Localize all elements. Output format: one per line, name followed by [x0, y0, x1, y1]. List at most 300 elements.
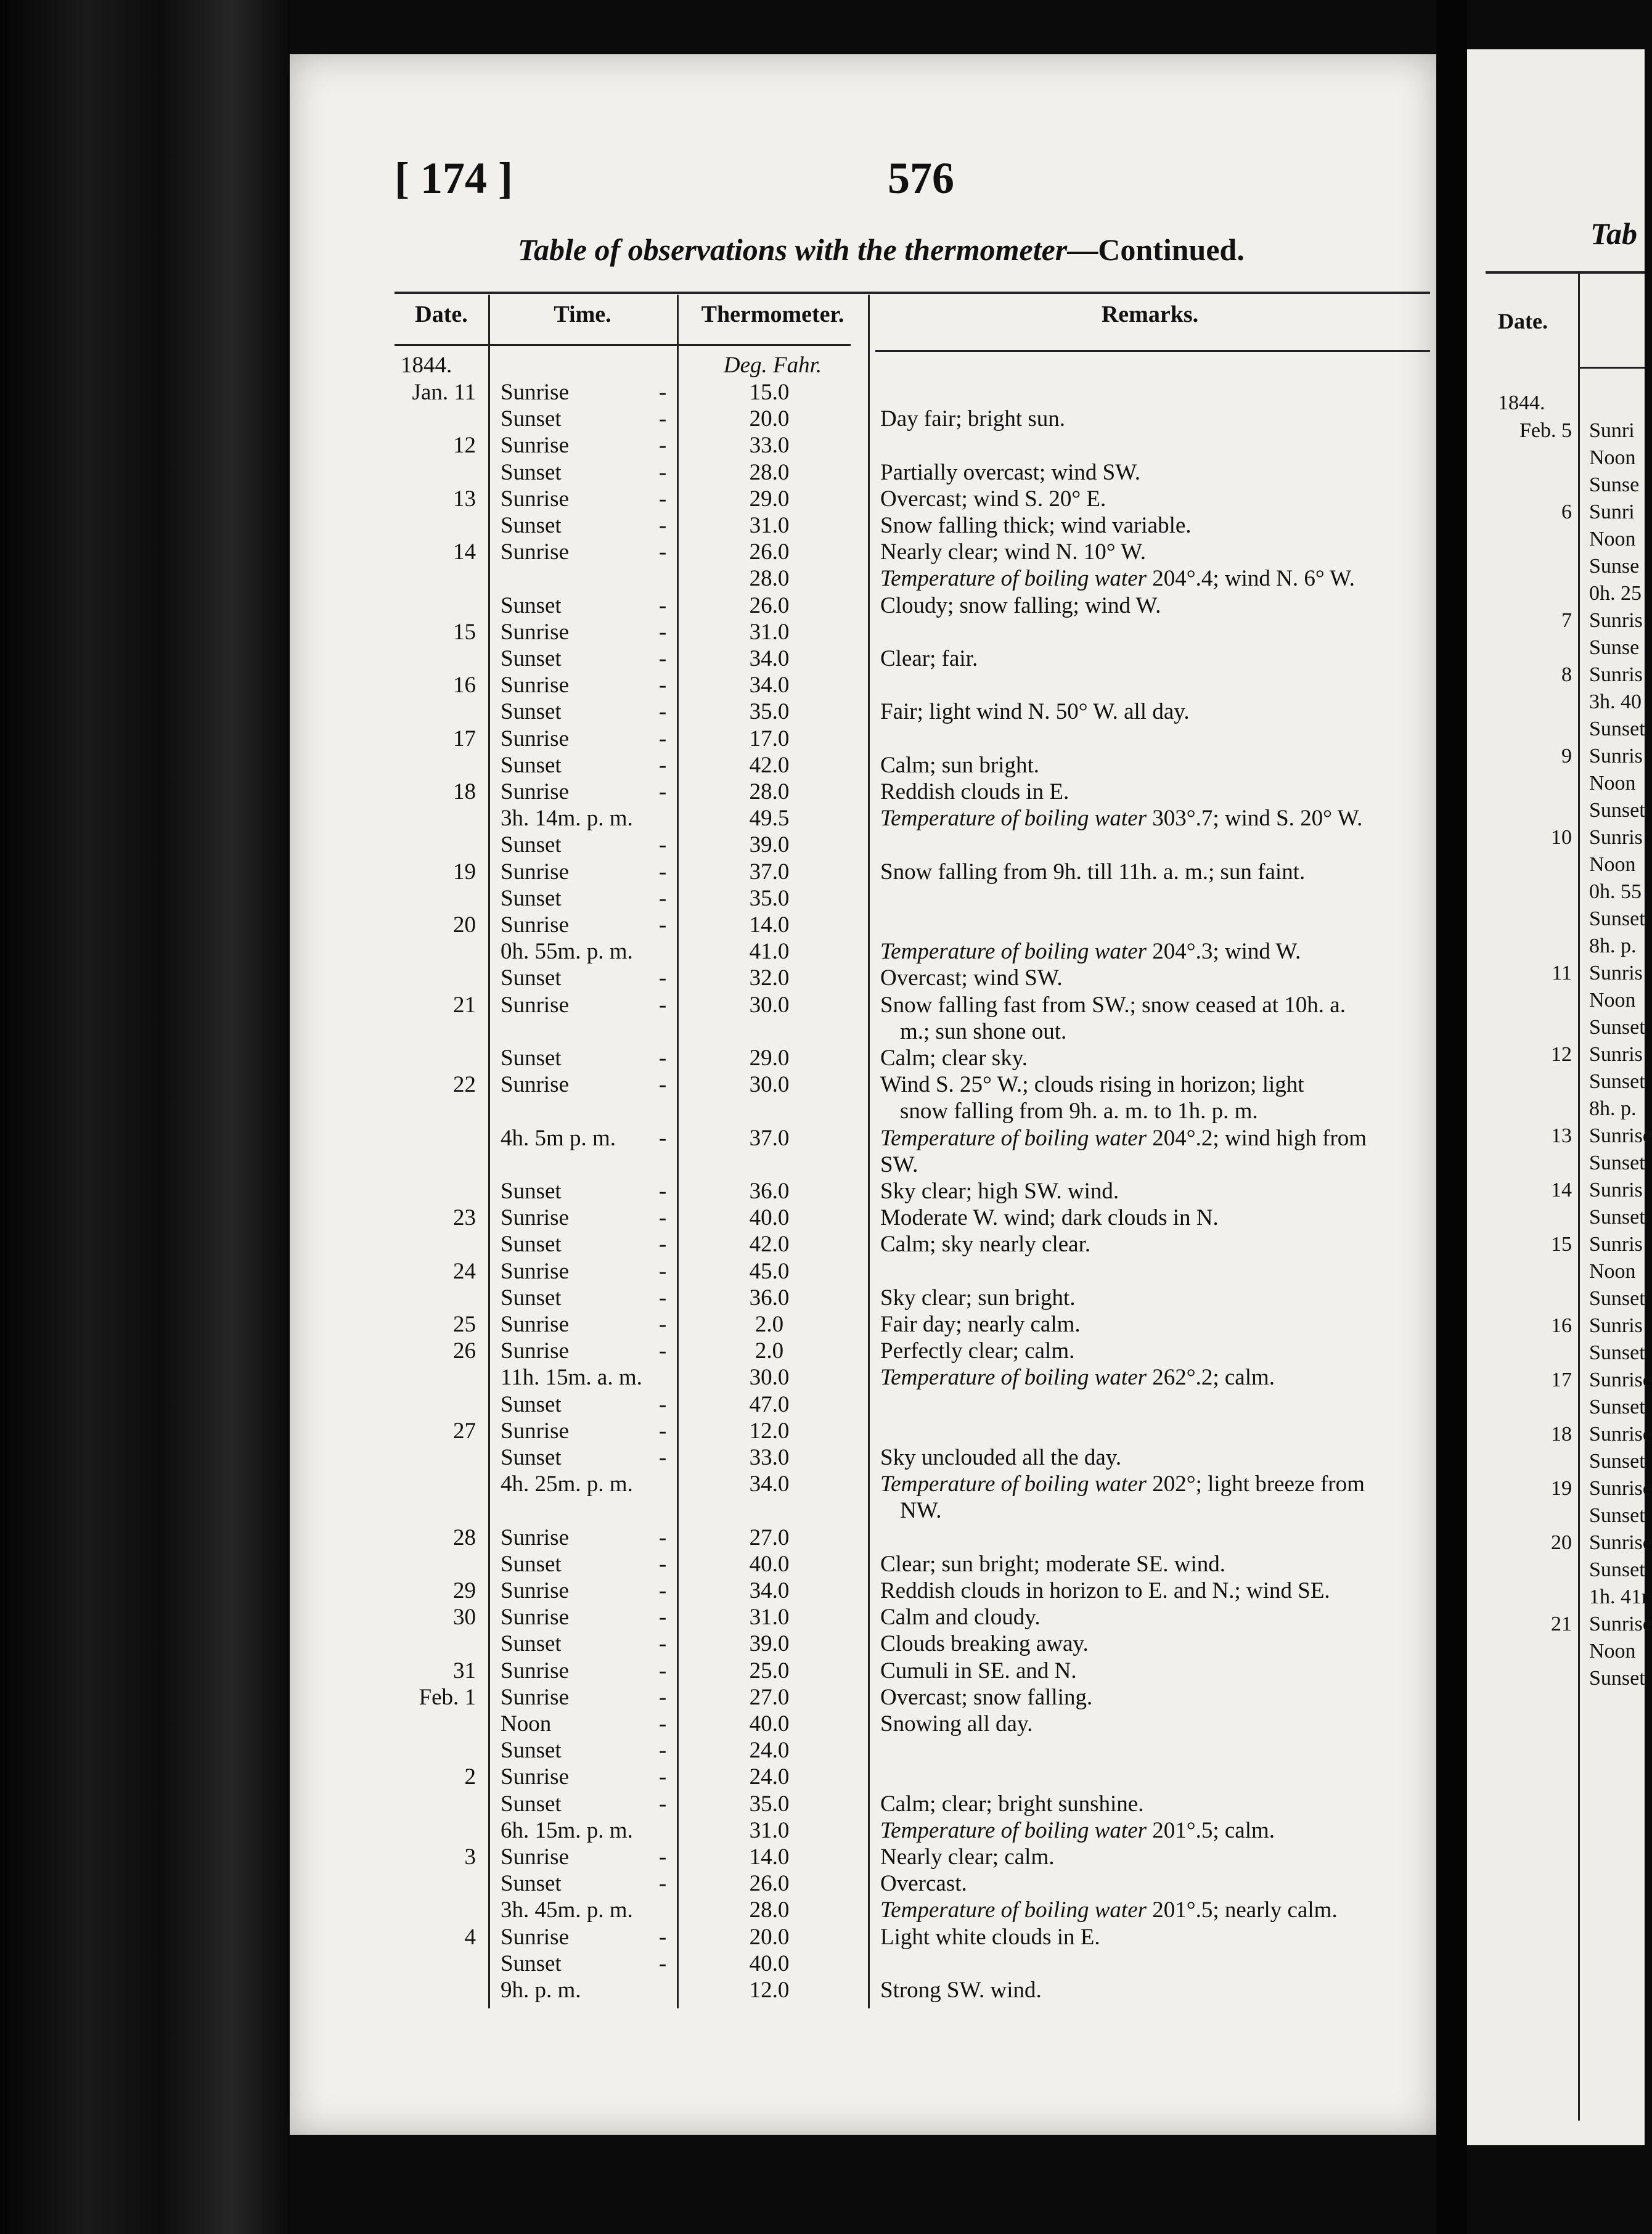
facing-time-cell: Sunset	[1589, 1667, 1645, 1690]
date-cell: 17	[453, 726, 476, 751]
remark-text: Snowing all day.	[880, 1711, 1033, 1737]
date-cell: 4	[464, 1924, 476, 1950]
time-cell: 11h. 15m. a. m.	[501, 1365, 642, 1391]
temperature-cell: 26.0	[749, 539, 790, 565]
remark-tail-text: 204°.3; wind W.	[1147, 939, 1301, 965]
temperature-cell: 30.0	[749, 1072, 790, 1098]
dash-cell: -	[658, 779, 667, 804]
remarks-cell	[880, 859, 1435, 885]
table-row	[0, 672, 1436, 698]
remarks-cell	[880, 592, 1435, 619]
remarks-cell	[880, 1338, 1435, 1364]
time-cell: Sunrise	[501, 1578, 569, 1603]
remark-italic-text: Temperature of boiling water	[880, 1897, 1147, 1923]
remarks-cell	[880, 1178, 1435, 1205]
dash-cell: -	[658, 1125, 667, 1151]
remark-text: Sky unclouded all the day.	[880, 1445, 1122, 1470]
time-cell: Sunrise	[501, 1605, 569, 1630]
facing-time-cell: Noon	[1589, 989, 1636, 1012]
facing-date-cell: 11	[1552, 962, 1572, 984]
table-row	[0, 1630, 1436, 1657]
dash-cell: -	[658, 539, 667, 565]
table-row	[0, 1045, 1436, 1071]
time-cell: Sunset	[501, 699, 562, 725]
table-row	[0, 459, 1436, 486]
remark-text: Perfectly clear; calm.	[880, 1338, 1075, 1364]
table-row	[0, 1098, 1436, 1124]
table-row	[0, 1311, 1436, 1338]
remarks-cell	[880, 1551, 1435, 1577]
remark-tail-text: 204°.4; wind N. 6° W.	[1147, 566, 1355, 592]
remark-text: Fair day; nearly calm.	[880, 1312, 1081, 1337]
remarks-cell	[880, 1658, 1435, 1684]
time-cell: Sunset	[501, 885, 562, 911]
table-row	[0, 752, 1436, 779]
dash-cell: -	[658, 1844, 667, 1870]
facing-date-cell: 17	[1551, 1369, 1572, 1391]
time-cell: Sunset	[501, 406, 562, 432]
facing-time-cell: Sunris	[1589, 1179, 1643, 1201]
date-cell: 29	[453, 1578, 476, 1603]
time-cell: Sunset	[501, 1179, 562, 1204]
table-row	[0, 779, 1436, 805]
temperature-cell: 39.0	[749, 1631, 790, 1657]
remarks-cell	[880, 1364, 1435, 1391]
time-cell: 3h. 14m. p. m.	[501, 806, 633, 832]
facing-date-cell: 14	[1551, 1179, 1572, 1201]
time-cell: 0h. 55m. p. m.	[501, 939, 633, 965]
facing-date-cell: Feb. 5	[1519, 419, 1572, 442]
dash-cell: -	[658, 673, 667, 698]
facing-time-cell: Sunrise	[1589, 1423, 1652, 1446]
date-cell: Feb. 1	[419, 1684, 476, 1710]
facing-page-date-header: Date.	[1498, 309, 1548, 333]
remarks-cell	[880, 1577, 1435, 1604]
facing-time-cell: Sunset	[1589, 1016, 1645, 1039]
time-cell: Sunset	[501, 832, 562, 858]
remarks-cell	[880, 965, 1435, 991]
facing-time-cell: Sunris	[1589, 1233, 1643, 1256]
dash-cell: -	[658, 433, 667, 459]
table-row	[0, 1497, 1436, 1524]
time-cell: Sunrise	[501, 992, 569, 1018]
facing-time-cell: Noon	[1589, 772, 1636, 795]
temperature-cell: 29.0	[749, 1045, 790, 1071]
dash-cell: -	[658, 992, 667, 1018]
time-cell: Sunrise	[501, 859, 569, 885]
dash-cell: -	[658, 459, 667, 485]
time-cell: 9h. p. m.	[501, 1978, 581, 2003]
facing-time-cell: Noon	[1589, 1260, 1636, 1283]
table-row	[0, 1071, 1436, 1098]
dash-cell: -	[658, 1045, 667, 1071]
facing-page	[1467, 49, 1652, 2145]
temperature-cell: 14.0	[749, 1844, 790, 1870]
temperature-cell: 47.0	[749, 1391, 790, 1417]
facing-time-cell: Sunset	[1589, 1070, 1645, 1093]
temperature-cell: 40.0	[749, 1711, 790, 1737]
time-cell: Sunrise	[501, 1205, 569, 1231]
facing-time-cell: Sunse	[1589, 636, 1640, 659]
date-cell: 15	[453, 619, 476, 645]
time-cell: Sunset	[501, 1950, 562, 1976]
time-cell: Sunrise	[501, 619, 569, 645]
column-header-remarks: Remarks.	[1101, 301, 1199, 327]
facing-time-cell: Sunrise	[1589, 1477, 1652, 1500]
remark-text: Clear; sun bright; moderate SE. wind.	[880, 1551, 1226, 1577]
time-cell: Sunrise	[501, 779, 569, 804]
remark-tail-text: 303°.7; wind S. 20° W.	[1147, 806, 1363, 832]
remarks-cell	[880, 1231, 1435, 1258]
temperature-cell: 40.0	[749, 1950, 790, 1976]
table-row	[0, 512, 1436, 539]
temperature-cell: 35.0	[749, 1791, 790, 1817]
temperature-cell: 28.0	[749, 566, 790, 592]
remark-text: Nearly clear; wind N. 10° W.	[880, 539, 1146, 565]
remarks-cell	[880, 1471, 1435, 1497]
time-cell: Sunset	[501, 965, 562, 991]
temperature-cell: 36.0	[749, 1285, 790, 1311]
remarks-cell	[880, 779, 1435, 805]
remark-text: Snow falling fast from SW.; snow ceased at 10h. a.	[880, 992, 1346, 1018]
table-row	[0, 698, 1436, 725]
column-header-date: Date.	[415, 301, 468, 327]
dash-cell: -	[658, 380, 667, 405]
temperature-cell: 34.0	[749, 646, 790, 671]
page-gutter	[1436, 0, 1467, 2234]
time-cell: Sunrise	[501, 1844, 569, 1870]
temperature-cell: 39.0	[749, 832, 790, 858]
remark-text: snow falling from 9h. a. m. to 1h. p. m.	[900, 1099, 1258, 1124]
table-row	[0, 406, 1436, 432]
facing-date-cell: 6	[1561, 501, 1572, 523]
remark-italic-text: Temperature of boiling water	[880, 1365, 1147, 1391]
remarks-cell	[880, 1897, 1435, 1923]
dash-cell: -	[658, 1312, 667, 1337]
remarks-cell	[880, 1711, 1435, 1737]
remark-text: Calm; sun bright.	[880, 752, 1039, 778]
time-cell: Sunrise	[501, 1072, 569, 1098]
remarks-cell	[880, 1285, 1435, 1311]
remark-text: Calm; clear sky.	[880, 1045, 1028, 1071]
facing-time-cell: Sunset	[1589, 907, 1645, 930]
facing-time-cell: 8h. p.	[1589, 935, 1637, 957]
table-row	[0, 1658, 1436, 1684]
dash-cell: -	[658, 1205, 667, 1231]
facing-date-cell: 18	[1551, 1423, 1572, 1446]
facing-page-top-rule	[1486, 271, 1645, 274]
table-row	[0, 432, 1436, 459]
dash-cell: -	[658, 1764, 667, 1790]
table-row	[0, 859, 1436, 885]
temperature-cell: 2.0	[754, 1338, 784, 1364]
remark-text: Snow falling from 9h. till 11h. a. m.; sun faint.	[880, 859, 1306, 885]
temperature-cell: 37.0	[749, 859, 790, 885]
time-cell: Noon	[501, 1711, 552, 1737]
table-row	[0, 1418, 1436, 1444]
dash-cell: -	[658, 513, 667, 538]
date-cell: 27	[453, 1418, 476, 1444]
remark-text: Snow falling thick; wind variable.	[880, 513, 1192, 538]
remarks-cell	[880, 1977, 1435, 2003]
time-cell: Sunset	[501, 752, 562, 778]
date-cell: 22	[453, 1072, 476, 1098]
column-header-thermometer: Thermometer.	[701, 301, 844, 327]
time-cell: Sunrise	[501, 539, 569, 565]
time-cell: Sunset	[501, 1738, 562, 1764]
facing-time-cell: Sunri	[1589, 501, 1635, 523]
date-cell: 2	[464, 1764, 476, 1790]
facing-time-cell: Sunris	[1589, 609, 1643, 632]
remark-text: Sky clear; high SW. wind.	[880, 1179, 1119, 1204]
remark-text: Calm; sky nearly clear.	[880, 1232, 1091, 1258]
remark-text: Day fair; bright sun.	[880, 406, 1066, 432]
table-row	[0, 726, 1436, 752]
facing-time-cell: 0h. 25	[1589, 582, 1642, 605]
dash-cell: -	[658, 1285, 667, 1311]
table-row	[0, 1205, 1436, 1231]
temperature-cell: 45.0	[749, 1258, 790, 1284]
dash-cell: -	[658, 486, 667, 512]
remarks-cell	[880, 459, 1435, 486]
dash-cell: -	[658, 1605, 667, 1630]
dash-cell: -	[658, 752, 667, 778]
temperature-cell: 33.0	[749, 1445, 790, 1470]
time-cell: Sunrise	[501, 1924, 569, 1950]
facing-time-cell: Sunset	[1589, 1341, 1645, 1364]
facing-time-cell: Sunset	[1589, 799, 1645, 822]
table-header-rule	[395, 344, 851, 346]
table-row	[0, 992, 1436, 1018]
table-row	[0, 1444, 1436, 1471]
dash-cell: -	[658, 1711, 667, 1737]
facing-date-cell: 12	[1551, 1043, 1572, 1066]
time-cell: Sunset	[501, 1391, 562, 1417]
facing-time-cell: Sunris	[1589, 826, 1643, 849]
page-number-bracketed: [ 174 ]	[395, 153, 513, 203]
remarks-cell	[900, 1497, 1455, 1524]
column-header-time: Time.	[554, 301, 611, 327]
date-cell: 16	[453, 673, 476, 698]
dash-cell: -	[658, 1179, 667, 1204]
table-row	[0, 1125, 1436, 1152]
facing-time-cell: Sunris	[1589, 1314, 1643, 1337]
temperature-cell: 35.0	[749, 699, 790, 725]
remark-text: NW.	[900, 1498, 942, 1524]
facing-page-title: Tab	[1590, 216, 1637, 251]
dash-cell: -	[658, 1391, 667, 1417]
dash-cell: -	[658, 859, 667, 885]
remark-text: Clouds breaking away.	[880, 1631, 1089, 1657]
table-row	[0, 619, 1436, 645]
table-row	[0, 1711, 1436, 1737]
remark-text: Overcast.	[880, 1871, 967, 1897]
date-cell: 20	[453, 912, 476, 938]
remark-text: Nearly clear; calm.	[880, 1844, 1055, 1870]
dash-cell: -	[658, 1578, 667, 1603]
temperature-cell: 34.0	[749, 673, 790, 698]
remarks-cell	[880, 1630, 1435, 1657]
date-cell: Jan. 11	[412, 380, 476, 405]
facing-date-cell: 21	[1551, 1613, 1572, 1635]
temperature-cell: 30.0	[749, 992, 790, 1018]
dash-cell: -	[658, 726, 667, 751]
remark-text: Reddish clouds in E.	[880, 779, 1069, 804]
time-cell: Sunset	[501, 646, 562, 671]
page-number: 576	[888, 153, 954, 203]
dash-cell: -	[658, 832, 667, 858]
remark-text: Cloudy; snow falling; wind W.	[880, 592, 1161, 618]
remarks-cell	[900, 1018, 1455, 1045]
remark-text: m.; sun shone out.	[900, 1018, 1067, 1044]
dash-cell: -	[658, 1738, 667, 1764]
remarks-cell	[880, 805, 1435, 832]
table-row	[0, 1258, 1436, 1285]
table-title-italic: Table of observations with the thermometer	[518, 232, 1068, 267]
temperature-cell: 31.0	[749, 1817, 790, 1843]
table-row	[0, 1364, 1436, 1391]
date-cell: 30	[453, 1605, 476, 1630]
dash-cell: -	[658, 619, 667, 645]
date-cell: 21	[453, 992, 476, 1018]
dash-cell: -	[658, 1072, 667, 1098]
time-cell: Sunrise	[501, 1764, 569, 1790]
remarks-cell	[880, 1870, 1435, 1897]
facing-time-cell: Sunse	[1589, 555, 1640, 578]
date-cell: 14	[453, 539, 476, 565]
dash-cell: -	[658, 1232, 667, 1258]
facing-time-cell: Sunris	[1589, 962, 1643, 984]
temperature-cell: 14.0	[749, 912, 790, 938]
temperature-cell: 20.0	[749, 1924, 790, 1950]
time-cell: Sunrise	[501, 486, 569, 512]
dash-cell: -	[658, 912, 667, 938]
time-cell: Sunset	[501, 513, 562, 538]
facing-time-cell: Sunset	[1589, 1396, 1645, 1418]
dash-cell: -	[658, 885, 667, 911]
date-cell: 13	[453, 486, 476, 512]
remarks-cell	[900, 1098, 1455, 1124]
time-cell: Sunset	[501, 1551, 562, 1577]
remarks-cell	[880, 1045, 1435, 1071]
facing-time-cell: Sunset	[1589, 1450, 1645, 1473]
table-row	[0, 1817, 1436, 1844]
remark-text: Calm; clear; bright sunshine.	[880, 1791, 1144, 1817]
remarks-cell	[880, 1684, 1435, 1711]
date-cell: 31	[453, 1658, 476, 1684]
remarks-cell	[880, 1791, 1435, 1817]
facing-time-cell: Sunset	[1589, 1287, 1645, 1310]
remark-tail-text: 201°.5; nearly calm.	[1147, 1897, 1338, 1923]
date-cell: 24	[453, 1258, 476, 1284]
date-cell: 23	[453, 1205, 476, 1231]
book-page	[290, 54, 1436, 2135]
dash-cell: -	[658, 1631, 667, 1657]
time-cell: 4h. 25m. p. m.	[501, 1471, 633, 1497]
remark-italic-text: Temperature of boiling water	[880, 939, 1147, 965]
facing-time-cell: Sunrise	[1589, 1124, 1652, 1147]
facing-date-cell: 13	[1551, 1124, 1572, 1147]
table-row	[0, 1924, 1436, 1950]
temperature-cell: 31.0	[749, 1605, 790, 1630]
temperature-cell: 31.0	[749, 513, 790, 538]
facing-date-cell: 10	[1551, 826, 1572, 849]
remark-italic-text: Temperature of boiling water	[880, 1817, 1147, 1843]
facing-date-cell: 9	[1561, 745, 1572, 767]
remark-text: Overcast; snow falling.	[880, 1684, 1093, 1710]
remark-text: Clear; fair.	[880, 646, 978, 671]
table-row	[0, 1870, 1436, 1897]
table-row	[0, 1577, 1436, 1604]
table-row	[0, 1018, 1436, 1045]
time-cell: Sunset	[501, 459, 562, 485]
table-row	[0, 1737, 1436, 1764]
remarks-cell	[880, 698, 1435, 725]
facing-time-cell: 8h. p.	[1589, 1097, 1637, 1120]
dash-cell: -	[658, 1338, 667, 1364]
remarks-cell	[880, 1817, 1435, 1844]
remarks-cell	[880, 1071, 1435, 1098]
time-cell: Sunrise	[501, 912, 569, 938]
table-row	[0, 805, 1436, 832]
time-cell: Sunset	[501, 1631, 562, 1657]
facing-time-cell: Noon	[1589, 528, 1636, 550]
table-title-suffix: —Continued.	[1067, 232, 1245, 267]
temperature-cell: 28.0	[749, 459, 790, 485]
temperature-cell: 26.0	[749, 1871, 790, 1897]
time-cell: Sunrise	[501, 1524, 569, 1550]
remarks-cell	[880, 406, 1435, 432]
table-row	[0, 1764, 1436, 1790]
dash-cell: -	[658, 699, 667, 725]
facing-date-cell: 16	[1551, 1314, 1572, 1337]
year-label: 1844.	[401, 353, 452, 378]
remark-text: Moderate W. wind; dark clouds in N.	[880, 1205, 1219, 1231]
facing-page-header-rule	[1578, 367, 1645, 369]
remark-text: Overcast; wind S. 20° E.	[880, 486, 1106, 512]
remarks-cell	[880, 486, 1435, 512]
facing-time-cell: Sunset	[1589, 1558, 1645, 1581]
remark-italic-text: Temperature of boiling water	[880, 806, 1147, 832]
date-cell: 26	[453, 1338, 476, 1364]
remarks-cell	[880, 1924, 1435, 1950]
table-row	[0, 1152, 1436, 1178]
remarks-cell	[880, 645, 1435, 672]
remark-italic-text: Temperature of boiling water	[880, 566, 1147, 592]
facing-time-cell: Sunrise	[1589, 1531, 1652, 1554]
table-row	[0, 565, 1436, 592]
table-row	[0, 1285, 1436, 1311]
dash-cell: -	[658, 1445, 667, 1470]
time-cell: Sunset	[501, 1285, 562, 1311]
remark-text: Fair; light wind N. 50° W. all day.	[880, 699, 1190, 725]
date-cell: 28	[453, 1524, 476, 1550]
remarks-cell	[880, 565, 1435, 592]
remarks-cell	[880, 512, 1435, 539]
temperature-cell: 34.0	[749, 1471, 790, 1497]
remark-text: Calm and cloudy.	[880, 1605, 1041, 1630]
date-cell: 12	[453, 433, 476, 459]
temperature-cell: 35.0	[749, 885, 790, 911]
temperature-cell: 24.0	[749, 1764, 790, 1790]
table-row	[0, 965, 1436, 991]
temperature-cell: 42.0	[749, 1232, 790, 1258]
time-cell: Sunrise	[501, 673, 569, 698]
time-cell: 6h. 15m. p. m.	[501, 1817, 633, 1843]
dash-cell: -	[658, 1950, 667, 1976]
remark-tail-text: 204°.2; wind high from	[1147, 1125, 1367, 1151]
facing-time-cell: Sunset	[1589, 1504, 1645, 1527]
